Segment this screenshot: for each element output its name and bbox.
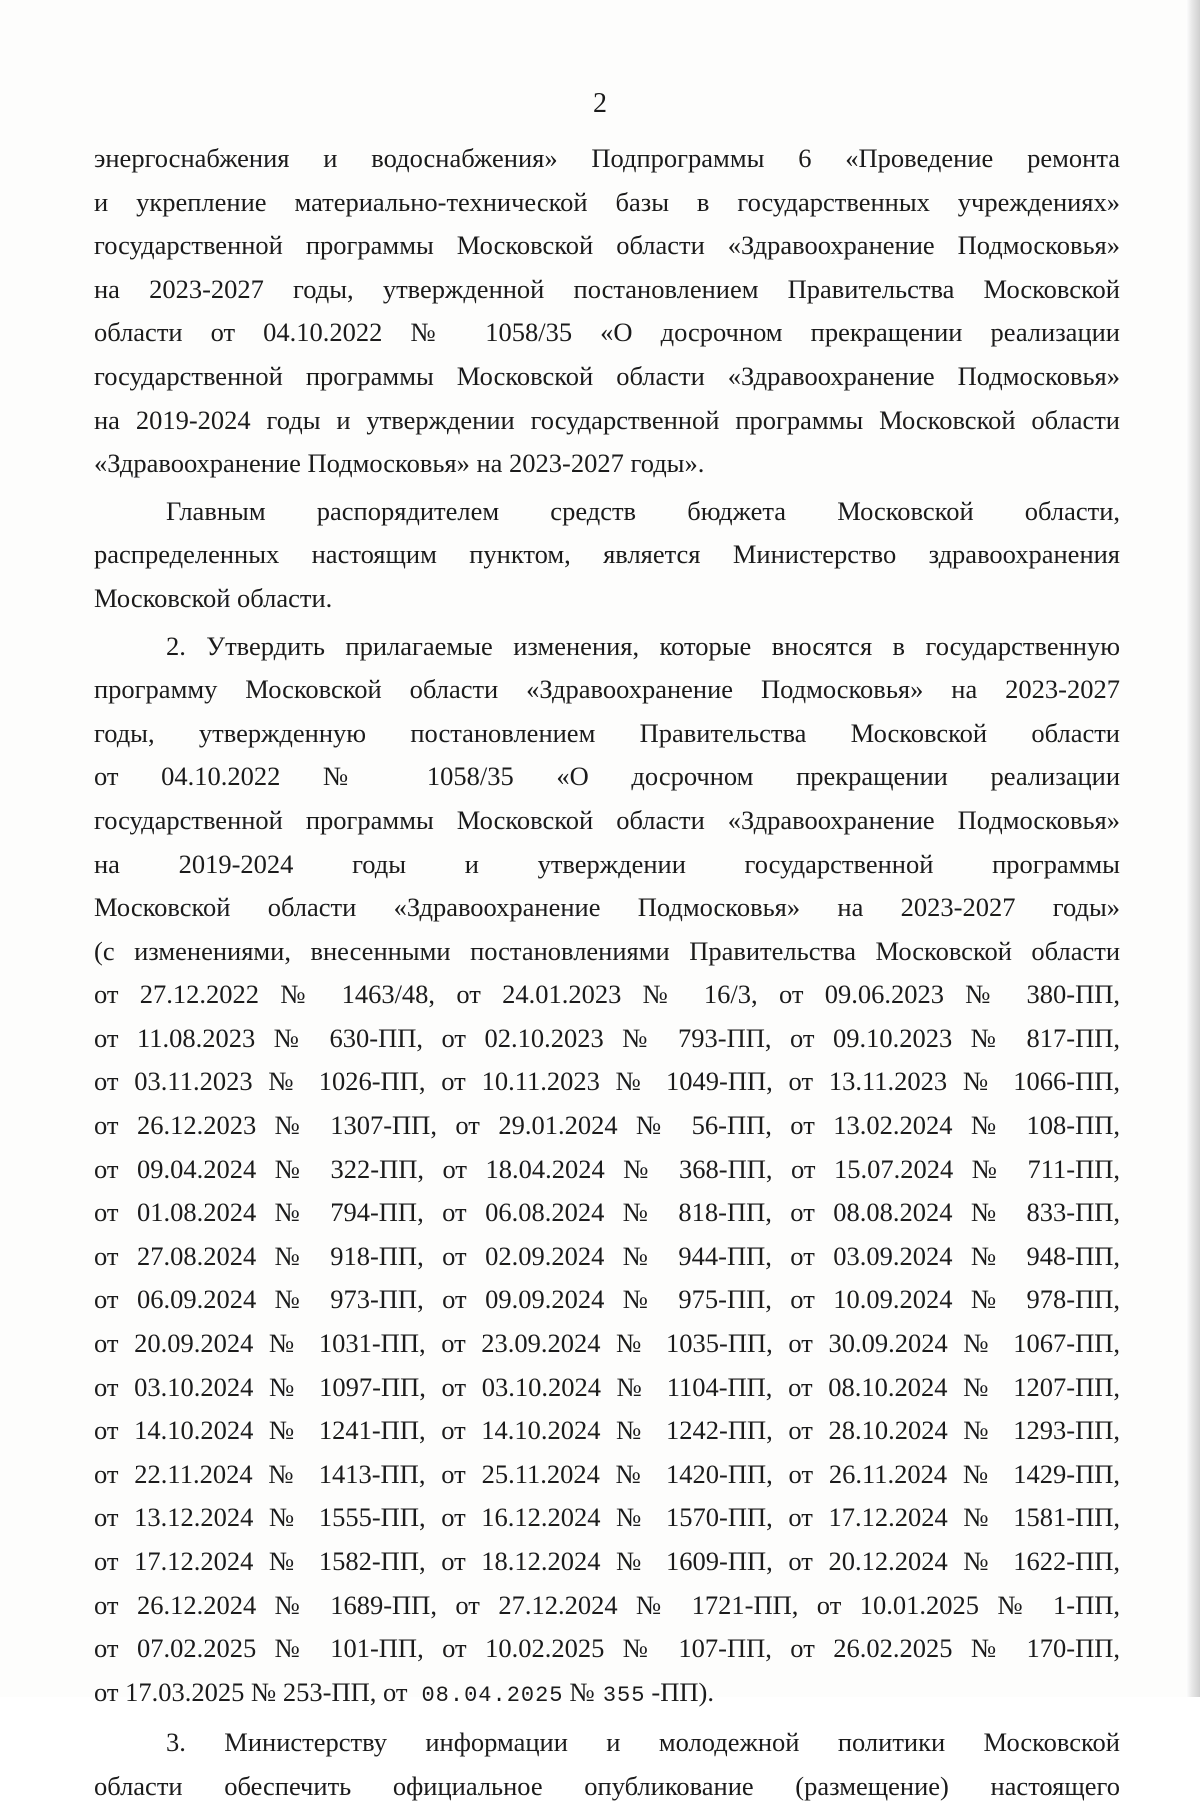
paragraph-3-line-18: от 03.10.2024 № 1097-ПП, от 03.10.2024 № 1104-ПП, от 08.10.2024 № 1207-ПП, bbox=[94, 1371, 1120, 1402]
paragraph-1-line-5: области от 04.10.2022 № 1058/35 «О досрочном прекращении реализации bbox=[94, 317, 1120, 348]
paragraph-4-line-2: области обеспечить официальное опубликование (размещение) настоящего bbox=[94, 1770, 1120, 1801]
paragraph-3-line-21: от 13.12.2024 № 1555-ПП, от 16.12.2024 № 1570-ПП, от 17.12.2024 № 1581-ПП, bbox=[94, 1502, 1120, 1533]
paragraph-3-line-3: годы, утвержденную постановлением Правительства Московской области bbox=[94, 717, 1120, 748]
paragraph-3-line-17: от 20.09.2024 № 1031-ПП, от 23.09.2024 № 1035-ПП, от 30.09.2024 № 1067-ПП, bbox=[94, 1328, 1120, 1359]
paragraph-2-line-1: Главным распорядителем средств бюджета Московской области, bbox=[166, 495, 1120, 526]
paragraph-3-line-4: от 04.10.2022 № 1058/35 «О досрочном прекращении реализации bbox=[94, 761, 1120, 792]
paragraph-3-line-1: 2. Утвердить прилагаемые изменения, которые вносятся в государственную bbox=[166, 630, 1120, 661]
paragraph-3-line-9: от 27.12.2022 № 1463/48, от 24.01.2023 № 16/3, от 09.06.2023 № 380-ПП, bbox=[94, 979, 1120, 1010]
paragraph-3-line-10: от 11.08.2023 № 630-ПП, от 02.10.2023 № 793-ПП, от 09.10.2023 № 817-ПП, bbox=[94, 1022, 1120, 1053]
paragraph-3-line-16: от 06.09.2024 № 973-ПП, от 09.09.2024 № 975-ПП, от 10.09.2024 № 978-ПП, bbox=[94, 1284, 1120, 1315]
scan-edge bbox=[1186, 0, 1200, 1697]
paragraph-3-line-12: от 26.12.2023 № 1307-ПП, от 29.01.2024 № 56-ПП, от 13.02.2024 № 108-ПП, bbox=[94, 1110, 1120, 1141]
last-line-prefix: от 17.03.2025 № 253-ПП, от bbox=[94, 1676, 408, 1707]
paragraph-3-line-8: (с изменениями, внесенными постановлениями Правительства Московской области bbox=[94, 935, 1120, 966]
document-body bbox=[94, 140, 1120, 1812]
paragraph-4-line-1: 3. Министерству информации и молодежной политики Московской bbox=[166, 1727, 1120, 1758]
paragraph-1-line-7: на 2019-2024 годы и утверждении государственной программы Московской области bbox=[94, 404, 1120, 435]
paragraph-1-line-8: «Здравоохранение Подмосковья» на 2023-2027 годы». bbox=[94, 448, 705, 479]
paragraph-2-line-2: распределенных настоящим пунктом, является Министерство здравоохранения bbox=[94, 539, 1120, 570]
paragraph-3-line-13: от 09.04.2024 № 322-ПП, от 18.04.2024 № 368-ПП, от 15.07.2024 № 711-ПП, bbox=[94, 1153, 1120, 1184]
paragraph-3-line-6: на 2019-2024 годы и утверждении государственной программы bbox=[94, 848, 1120, 879]
last-line-suffix: -ПП). bbox=[651, 1676, 714, 1707]
paragraph-3-line-11: от 03.11.2023 № 1026-ПП, от 10.11.2023 № 1049-ПП, от 13.11.2023 № 1066-ПП, bbox=[94, 1066, 1120, 1097]
paragraph-3-line-22: от 17.12.2024 № 1582-ПП, от 18.12.2024 № 1609-ПП, от 20.12.2024 № 1622-ПП, bbox=[94, 1546, 1120, 1576]
paragraph-3-line-23: от 26.12.2024 № 1689-ПП, от 27.12.2024 № 1721-ПП, от 10.01.2025 № 1-ПП, bbox=[94, 1589, 1120, 1620]
paragraph-3-line-24: от 07.02.2025 № 101-ПП, от 10.02.2025 № 107-ПП, от 26.02.2025 № 170-ПП, bbox=[94, 1633, 1120, 1664]
paragraph-3-line-2: программу Московской области «Здравоохранение Подмосковья» на 2023-2027 bbox=[94, 674, 1120, 705]
paragraph-1-line-3: государственной программы Московской области «Здравоохранение Подмосковья» bbox=[94, 230, 1120, 261]
paragraph-3-line-7: Московской области «Здравоохранение Подмосковья» на 2023-2027 годы» bbox=[94, 892, 1120, 923]
paragraph-3-line-19: от 14.10.2024 № 1241-ПП, от 14.10.2024 № 1242-ПП, от 28.10.2024 № 1293-ПП, bbox=[94, 1415, 1120, 1446]
page-number: 2 bbox=[593, 88, 607, 119]
paragraph-3-line-20: от 22.11.2024 № 1413-ПП, от 25.11.2024 № 1420-ПП, от 26.11.2024 № 1429-ПП, bbox=[94, 1458, 1120, 1489]
paragraph-2-line-3: Московской области. bbox=[94, 582, 333, 613]
paragraph-1-line-6: государственной программы Московской области «Здравоохранение Подмосковья» bbox=[94, 360, 1120, 391]
paragraph-1-line-4: на 2023-2027 годы, утвержденной постановлением Правительства Московской bbox=[94, 273, 1120, 304]
paragraph-1-line-2: и укрепление материально-технической базы в государственных учреждениях» bbox=[94, 186, 1120, 217]
paragraph-3-line-15: от 27.08.2024 № 918-ПП, от 02.09.2024 № 944-ПП, от 03.09.2024 № 948-ПП, bbox=[94, 1240, 1120, 1271]
paragraph-3-last-line bbox=[94, 1674, 1120, 1715]
stamped-date: 08.04.2025 bbox=[421, 1682, 564, 1708]
number-sign: № bbox=[569, 1676, 595, 1707]
paragraph-3-line-5: государственной программы Московской области «Здравоохранение Подмосковья» bbox=[94, 804, 1120, 835]
stamped-number: 355 bbox=[602, 1682, 646, 1708]
paragraph-1-line-1: энергоснабжения и водоснабжения» Подпрограммы 6 «Проведение ремонта bbox=[94, 143, 1120, 173]
paragraph-3-line-14: от 01.08.2024 № 794-ПП, от 06.08.2024 № 818-ПП, от 08.08.2024 № 833-ПП, bbox=[94, 1197, 1120, 1228]
